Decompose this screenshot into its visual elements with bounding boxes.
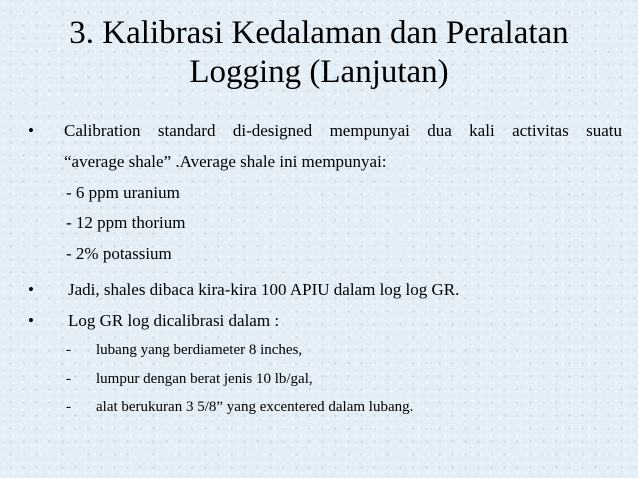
- point-1-item-3: - 2% potassium: [66, 244, 172, 263]
- point-3-item-3: alat berukuran 3 5/8” yang excentered dalam lubang.: [96, 399, 414, 415]
- bullet-marker-1: •: [28, 121, 34, 140]
- point-1-line-1-text: Calibration standard di-designed mempunyai dua kali activitas suatu: [64, 121, 622, 140]
- dash-marker-2: -: [66, 371, 71, 387]
- point-2-text: Jadi, shales dibaca kira-kira 100 APIU dalam log log GR.: [68, 280, 460, 299]
- point-1-line-2: “average shale” .Average shale ini mempunyai:: [64, 152, 387, 171]
- dash-marker-1: -: [66, 342, 71, 358]
- point-1-item-2: - 12 ppm thorium: [66, 213, 186, 232]
- title-line-1: 3. Kalibrasi Kedalaman dan Peralatan: [69, 15, 569, 51]
- bullet-marker-2: •: [28, 280, 34, 299]
- dash-marker-3: -: [66, 399, 71, 415]
- slide-title: [20, 14, 618, 92]
- point-1-item-1: - 6 ppm uranium: [66, 183, 180, 202]
- point-1-line-1: [64, 121, 622, 141]
- point-3-item-1: lubang yang berdiameter 8 inches,: [96, 342, 303, 358]
- title-line-2: Logging (Lanjutan): [189, 54, 449, 90]
- bullet-marker-3: •: [28, 311, 34, 330]
- point-3-text: Log GR log dicalibrasi dalam :: [68, 311, 280, 330]
- point-3-item-2: lumpur dengan berat jenis 10 lb/gal,: [96, 371, 313, 387]
